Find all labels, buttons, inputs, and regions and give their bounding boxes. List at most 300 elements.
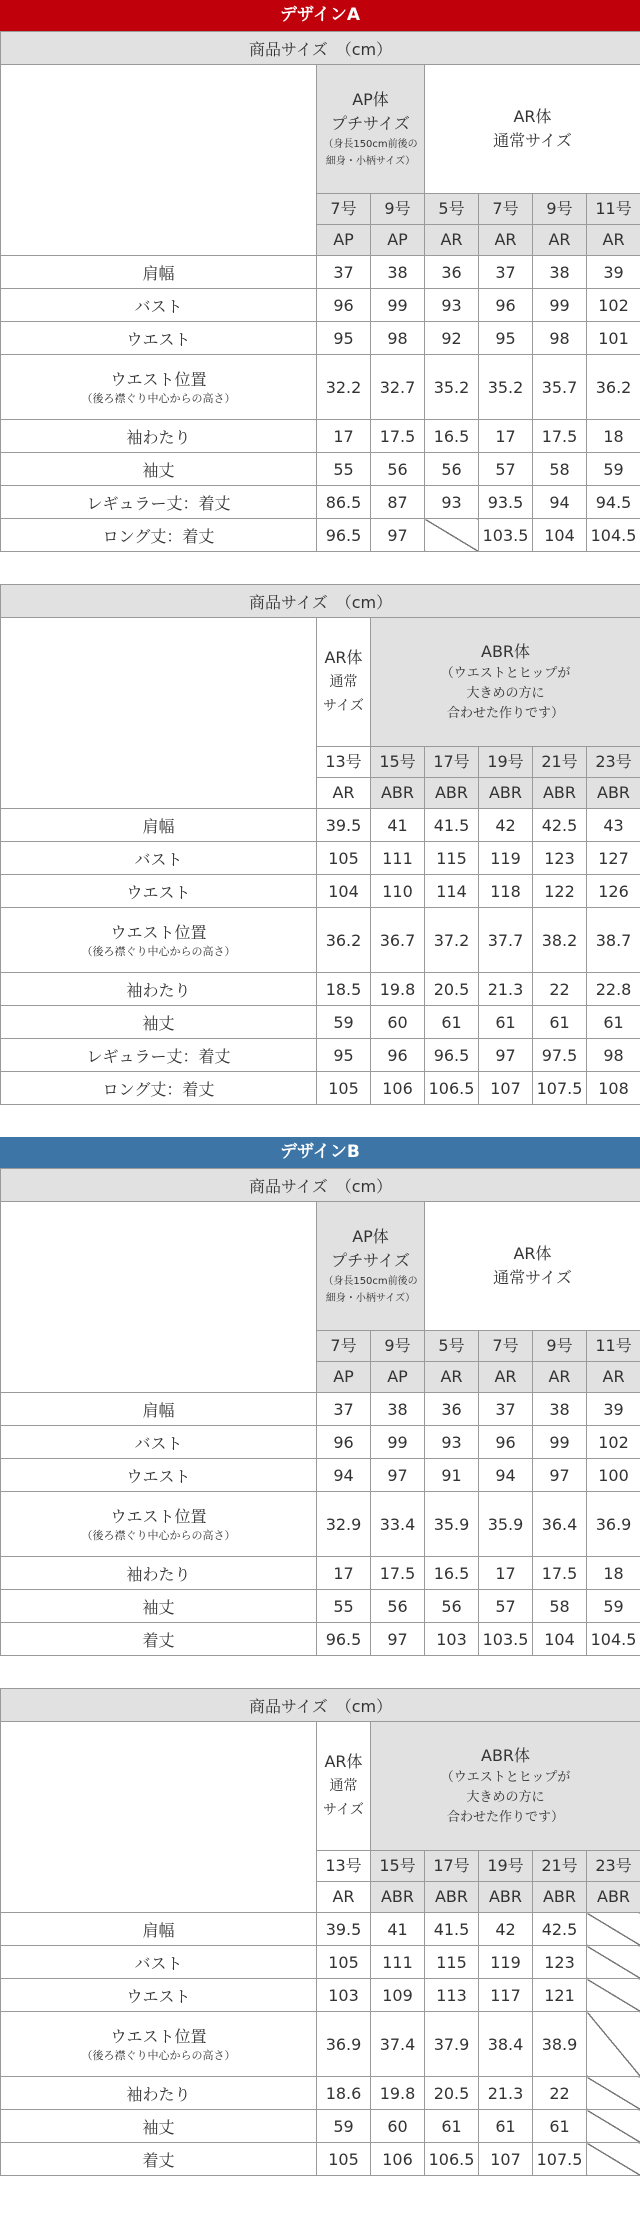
cell: 96.5 [425, 1039, 479, 1072]
cell: 55 [317, 453, 371, 486]
size-number: 11号 [587, 194, 640, 225]
not-available-cell [587, 1946, 640, 1979]
group-header-ar: AR体 通常 サイズ [317, 1722, 371, 1851]
cell: 41 [371, 809, 425, 842]
cell: 104 [317, 875, 371, 908]
cell: 104 [533, 519, 587, 552]
cell: 38 [533, 1393, 587, 1426]
cell: 39.5 [317, 1913, 371, 1946]
size-type: ABR [587, 1882, 640, 1913]
cell: 94.5 [587, 486, 640, 519]
size-type: ABR [533, 1882, 587, 1913]
cell: 113 [425, 1979, 479, 2012]
cell: 98 [533, 322, 587, 355]
size-number: 9号 [533, 1331, 587, 1362]
cell: 103 [425, 1623, 479, 1656]
table-row [1, 908, 640, 973]
size-number: 23号 [587, 1851, 640, 1882]
size-type: AP [317, 1362, 371, 1393]
row-label-length: 着丈 [1, 1623, 317, 1656]
size-type: AR [317, 1882, 371, 1913]
cell: 35.9 [479, 1492, 533, 1557]
cell: 18 [587, 1557, 640, 1590]
row-label-sleeve-width: 袖わたり [1, 420, 317, 453]
cell: 36.9 [587, 1492, 640, 1557]
cell: 99 [533, 289, 587, 322]
cell: 32.9 [317, 1492, 371, 1557]
size-type: AR [533, 225, 587, 256]
cell: 33.4 [371, 1492, 425, 1557]
cell: 56 [371, 1590, 425, 1623]
cell: 103 [317, 1979, 371, 2012]
cell: 96.5 [317, 519, 371, 552]
cell: 35.7 [533, 355, 587, 420]
cell: 97 [533, 1459, 587, 1492]
table-row [1, 1557, 640, 1590]
size-table-design-b-ar-abr [0, 1688, 640, 2176]
size-number: 13号 [317, 747, 371, 778]
table-row [1, 486, 640, 519]
row-label-bust: バスト [1, 289, 317, 322]
cell: 110 [371, 875, 425, 908]
cell: 38 [371, 1393, 425, 1426]
size-type: ABR [371, 1882, 425, 1913]
cell: 42.5 [533, 809, 587, 842]
cell: 108 [587, 1072, 640, 1105]
size-type: AR [425, 225, 479, 256]
cell: 100 [587, 1459, 640, 1492]
cell: 37 [479, 256, 533, 289]
size-number: 17号 [425, 1851, 479, 1882]
row-label-waist-position: ウエスト位置 （後ろ襟ぐり中心からの高さ） [1, 1492, 317, 1557]
cell: 55 [317, 1590, 371, 1623]
cell: 104.5 [587, 519, 640, 552]
cell: 18.5 [317, 973, 371, 1006]
cell: 16.5 [425, 420, 479, 453]
table-row [1, 973, 640, 1006]
table-row [1, 1913, 640, 1946]
cell: 17.5 [371, 420, 425, 453]
cell: 16.5 [425, 1557, 479, 1590]
row-label-sleeve: 袖丈 [1, 453, 317, 486]
size-table-design-a-ap-ar [0, 31, 640, 552]
cell: 111 [371, 842, 425, 875]
cell: 37.2 [425, 908, 479, 973]
size-number: 15号 [371, 1851, 425, 1882]
size-number: 5号 [425, 194, 479, 225]
table-row [1, 1623, 640, 1656]
cell: 21.3 [479, 973, 533, 1006]
cell: 105 [317, 842, 371, 875]
row-label-sleeve-width: 袖わたり [1, 1557, 317, 1590]
table-row [1, 1946, 640, 1979]
cell: 107 [479, 2143, 533, 2176]
table-row [1, 1393, 640, 1426]
cell: 115 [425, 1946, 479, 1979]
cell: 41.5 [425, 809, 479, 842]
table-row [1, 1459, 640, 1492]
group-header-ap: AP体 プチサイズ （身長150cm前後の 細身・小柄サイズ） [317, 1202, 425, 1331]
cell: 61 [425, 2110, 479, 2143]
table-row [1, 289, 640, 322]
cell: 103.5 [479, 519, 533, 552]
size-type: AP [317, 225, 371, 256]
size-number: 7号 [317, 194, 371, 225]
cell: 35.2 [425, 355, 479, 420]
table-row [1, 1072, 640, 1105]
table-caption: 商品サイズ （cm） [1, 32, 640, 65]
cell: 18.6 [317, 2077, 371, 2110]
cell: 17.5 [371, 1557, 425, 1590]
cell: 36.7 [371, 908, 425, 973]
cell: 20.5 [425, 973, 479, 1006]
table-row [1, 1590, 640, 1623]
row-label-sleeve: 袖丈 [1, 1006, 317, 1039]
row-label-sleeve: 袖丈 [1, 2110, 317, 2143]
cell: 99 [371, 289, 425, 322]
cell: 121 [533, 1979, 587, 2012]
design-a-title-band: デザインA [0, 0, 640, 31]
cell: 106.5 [425, 1072, 479, 1105]
size-type: AP [371, 225, 425, 256]
cell: 99 [533, 1426, 587, 1459]
not-available-cell [587, 2077, 640, 2110]
size-type: AR [479, 1362, 533, 1393]
cell: 105 [317, 1946, 371, 1979]
table-row [1, 2077, 640, 2110]
cell: 37 [479, 1393, 533, 1426]
design-b-title-band: デザインB [0, 1137, 640, 1168]
cell: 115 [425, 842, 479, 875]
cell: 42 [479, 1913, 533, 1946]
table-row [1, 2143, 640, 2176]
row-label-waist: ウエスト [1, 1459, 317, 1492]
size-number: 13号 [317, 1851, 371, 1882]
cell: 87 [371, 486, 425, 519]
not-available-cell [587, 2012, 640, 2077]
size-type: ABR [371, 778, 425, 809]
cell: 106.5 [425, 2143, 479, 2176]
table-row [1, 1006, 640, 1039]
cell: 21.3 [479, 2077, 533, 2110]
row-label-regular-length: レギュラー丈：着丈 [1, 486, 317, 519]
cell: 96 [479, 1426, 533, 1459]
cell: 58 [533, 1590, 587, 1623]
cell: 97 [371, 519, 425, 552]
size-type: AR [479, 225, 533, 256]
cell: 35.9 [425, 1492, 479, 1557]
cell: 38.2 [533, 908, 587, 973]
cell: 36 [425, 1393, 479, 1426]
cell: 38 [533, 256, 587, 289]
table-row [1, 1492, 640, 1557]
table-row [1, 2110, 640, 2143]
cell: 17 [317, 420, 371, 453]
cell: 104.5 [587, 1623, 640, 1656]
header-blank-cell [1, 1722, 317, 1913]
cell: 61 [533, 2110, 587, 2143]
cell: 94 [317, 1459, 371, 1492]
cell: 104 [533, 1623, 587, 1656]
cell: 96 [371, 1039, 425, 1072]
not-available-cell [425, 519, 479, 552]
cell: 36.4 [533, 1492, 587, 1557]
row-label-waist-position: ウエスト位置 （後ろ襟ぐり中心からの高さ） [1, 2012, 317, 2077]
cell: 17 [479, 420, 533, 453]
header-blank-cell [1, 618, 317, 809]
cell: 107.5 [533, 1072, 587, 1105]
cell: 96 [317, 289, 371, 322]
table-row [1, 322, 640, 355]
row-label-sleeve: 袖丈 [1, 1590, 317, 1623]
cell: 20.5 [425, 2077, 479, 2110]
table-row [1, 420, 640, 453]
cell: 97 [371, 1623, 425, 1656]
table-row [1, 2012, 640, 2077]
cell: 32.2 [317, 355, 371, 420]
cell: 17 [479, 1557, 533, 1590]
cell: 61 [479, 1006, 533, 1039]
size-number: 7号 [479, 1331, 533, 1362]
cell: 39 [587, 256, 640, 289]
cell: 38.7 [587, 908, 640, 973]
cell: 103.5 [479, 1623, 533, 1656]
cell: 93 [425, 1426, 479, 1459]
cell: 19.8 [371, 973, 425, 1006]
cell: 122 [533, 875, 587, 908]
cell: 105 [317, 2143, 371, 2176]
header-blank-cell [1, 65, 317, 256]
cell: 22 [533, 2077, 587, 2110]
cell: 58 [533, 453, 587, 486]
cell: 36 [425, 256, 479, 289]
table-caption: 商品サイズ （cm） [1, 1169, 640, 1202]
cell: 97 [479, 1039, 533, 1072]
cell: 86.5 [317, 486, 371, 519]
cell: 37 [317, 256, 371, 289]
cell: 95 [479, 322, 533, 355]
size-table-design-b-ap-ar [0, 1168, 640, 1656]
size-number: 17号 [425, 747, 479, 778]
not-available-cell [587, 1979, 640, 2012]
size-number: 5号 [425, 1331, 479, 1362]
cell: 61 [587, 1006, 640, 1039]
not-available-cell [587, 2143, 640, 2176]
cell: 102 [587, 289, 640, 322]
cell: 61 [425, 1006, 479, 1039]
size-type: ABR [479, 1882, 533, 1913]
size-type: ABR [587, 778, 640, 809]
size-number: 9号 [371, 194, 425, 225]
cell: 98 [587, 1039, 640, 1072]
row-label-waist-position: ウエスト位置 （後ろ襟ぐり中心からの高さ） [1, 908, 317, 973]
row-label-waist: ウエスト [1, 322, 317, 355]
cell: 126 [587, 875, 640, 908]
cell: 106 [371, 1072, 425, 1105]
cell: 105 [317, 1072, 371, 1105]
size-number: 23号 [587, 747, 640, 778]
table-row [1, 256, 640, 289]
cell: 37.7 [479, 908, 533, 973]
cell: 17.5 [533, 420, 587, 453]
cell: 39.5 [317, 809, 371, 842]
row-label-waist: ウエスト [1, 1979, 317, 2012]
cell: 36.9 [317, 2012, 371, 2077]
cell: 38.4 [479, 2012, 533, 2077]
cell: 59 [587, 453, 640, 486]
table-row [1, 355, 640, 420]
cell: 111 [371, 1946, 425, 1979]
cell: 56 [425, 453, 479, 486]
cell: 37.4 [371, 2012, 425, 2077]
cell: 123 [533, 1946, 587, 1979]
size-number: 11号 [587, 1331, 640, 1362]
cell: 32.7 [371, 355, 425, 420]
cell: 93 [425, 289, 479, 322]
row-label-shoulder: 肩幅 [1, 1393, 317, 1426]
table-row [1, 1979, 640, 2012]
cell: 95 [317, 322, 371, 355]
cell: 17 [317, 1557, 371, 1590]
row-label-sleeve-width: 袖わたり [1, 2077, 317, 2110]
cell: 42.5 [533, 1913, 587, 1946]
cell: 107 [479, 1072, 533, 1105]
row-label-regular-length: レギュラー丈：着丈 [1, 1039, 317, 1072]
not-available-cell [587, 2110, 640, 2143]
table-row [1, 1039, 640, 1072]
row-label-sleeve-width: 袖わたり [1, 973, 317, 1006]
cell: 102 [587, 1426, 640, 1459]
cell: 97.5 [533, 1039, 587, 1072]
size-number: 21号 [533, 747, 587, 778]
cell: 18 [587, 420, 640, 453]
cell: 37.9 [425, 2012, 479, 2077]
table-row [1, 1426, 640, 1459]
cell: 35.2 [479, 355, 533, 420]
size-number: 9号 [371, 1331, 425, 1362]
cell: 98 [371, 322, 425, 355]
cell: 107.5 [533, 2143, 587, 2176]
group-header-abr: ABR体 （ウエストとヒップが 大きめの方に 合わせた作りです） [371, 1722, 640, 1851]
size-type: AR [587, 225, 640, 256]
cell: 39 [587, 1393, 640, 1426]
row-label-bust: バスト [1, 1426, 317, 1459]
cell: 119 [479, 842, 533, 875]
size-number: 19号 [479, 1851, 533, 1882]
cell: 36.2 [317, 908, 371, 973]
size-type: AP [371, 1362, 425, 1393]
group-header-ar: AR体 通常サイズ [425, 1202, 640, 1331]
row-label-long-length: ロング丈：着丈 [1, 519, 317, 552]
cell: 36.2 [587, 355, 640, 420]
cell: 17.5 [533, 1557, 587, 1590]
cell: 101 [587, 322, 640, 355]
size-number: 21号 [533, 1851, 587, 1882]
cell: 95 [317, 1039, 371, 1072]
size-type: AR [587, 1362, 640, 1393]
cell: 97 [371, 1459, 425, 1492]
size-type: ABR [533, 778, 587, 809]
size-type: AR [533, 1362, 587, 1393]
size-type: ABR [425, 1882, 479, 1913]
row-label-shoulder: 肩幅 [1, 256, 317, 289]
size-number: 7号 [317, 1331, 371, 1362]
cell: 96.5 [317, 1623, 371, 1656]
cell: 61 [533, 1006, 587, 1039]
size-type: AR [317, 778, 371, 809]
table-row [1, 842, 640, 875]
table-caption: 商品サイズ （cm） [1, 1689, 640, 1722]
cell: 94 [479, 1459, 533, 1492]
size-type: ABR [479, 778, 533, 809]
cell: 41 [371, 1913, 425, 1946]
cell: 56 [371, 453, 425, 486]
cell: 119 [479, 1946, 533, 1979]
row-label-shoulder: 肩幅 [1, 809, 317, 842]
cell: 96 [317, 1426, 371, 1459]
cell: 127 [587, 842, 640, 875]
size-table-design-a-ar-abr [0, 584, 640, 1105]
row-label-waist-position: ウエスト位置 （後ろ襟ぐり中心からの高さ） [1, 355, 317, 420]
size-type: AR [425, 1362, 479, 1393]
table-caption: 商品サイズ （cm） [1, 585, 640, 618]
cell: 56 [425, 1590, 479, 1623]
cell: 42 [479, 809, 533, 842]
size-number: 19号 [479, 747, 533, 778]
cell: 93.5 [479, 486, 533, 519]
table-row [1, 875, 640, 908]
size-number: 7号 [479, 194, 533, 225]
cell: 22 [533, 973, 587, 1006]
cell: 114 [425, 875, 479, 908]
row-label-long-length: ロング丈：着丈 [1, 1072, 317, 1105]
size-type: ABR [425, 778, 479, 809]
cell: 118 [479, 875, 533, 908]
cell: 59 [587, 1590, 640, 1623]
cell: 61 [479, 2110, 533, 2143]
cell: 94 [533, 486, 587, 519]
cell: 123 [533, 842, 587, 875]
cell: 96 [479, 289, 533, 322]
group-header-ar: AR体 通常サイズ [425, 65, 640, 194]
table-row [1, 453, 640, 486]
cell: 59 [317, 2110, 371, 2143]
group-header-ap: AP体 プチサイズ （身長150cm前後の 細身・小柄サイズ） [317, 65, 425, 194]
cell: 22.8 [587, 973, 640, 1006]
cell: 41.5 [425, 1913, 479, 1946]
cell: 106 [371, 2143, 425, 2176]
cell: 99 [371, 1426, 425, 1459]
cell: 60 [371, 2110, 425, 2143]
cell: 43 [587, 809, 640, 842]
size-number: 15号 [371, 747, 425, 778]
group-header-ar: AR体 通常 サイズ [317, 618, 371, 747]
row-label-bust: バスト [1, 1946, 317, 1979]
row-label-waist: ウエスト [1, 875, 317, 908]
cell: 19.8 [371, 2077, 425, 2110]
header-blank-cell [1, 1202, 317, 1393]
table-row [1, 519, 640, 552]
cell: 38.9 [533, 2012, 587, 2077]
row-label-shoulder: 肩幅 [1, 1913, 317, 1946]
group-header-abr: ABR体 （ウエストとヒップが 大きめの方に 合わせた作りです） [371, 618, 640, 747]
cell: 57 [479, 453, 533, 486]
cell: 109 [371, 1979, 425, 2012]
row-label-length: 着丈 [1, 2143, 317, 2176]
cell: 91 [425, 1459, 479, 1492]
table-row [1, 809, 640, 842]
cell: 57 [479, 1590, 533, 1623]
